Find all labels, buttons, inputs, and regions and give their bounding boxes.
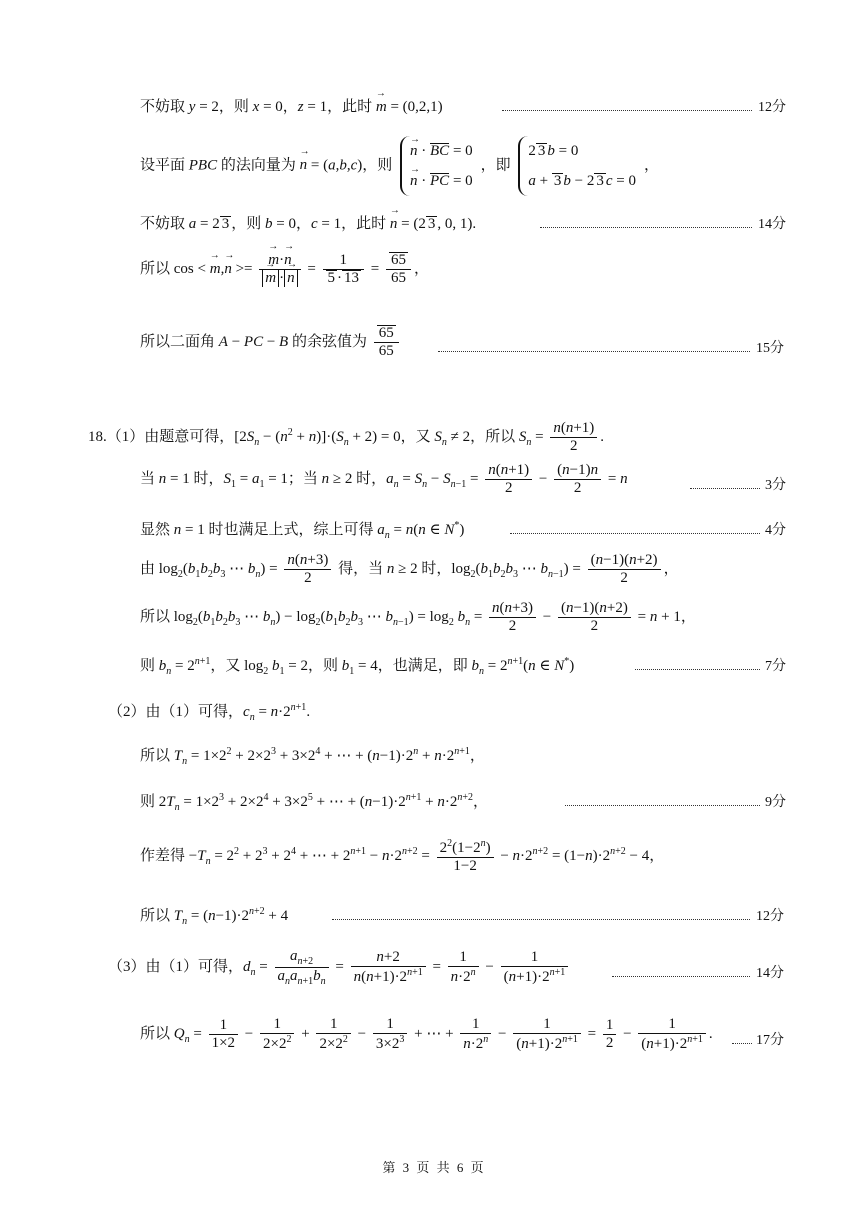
line-1: 不妨取 y = 2，则 x = 0，z = 1，此时 → m = (0,2,1): [140, 95, 443, 116]
q18-line-2: 当 n = 1 时，$S_1 = a_1 = 1$；当 n ≥ 2 时，$a_n = S_n - S_{n-1}$ = $\frac{n(n+1)}{2}$ − $\frac{(n-1)n}{2}$ = n: [140, 462, 628, 496]
dots-q18-p3-1: [612, 976, 750, 977]
q18-line-4: 由 $\log_2(b_1b_2b_3$ ⋯ $b_n$) = $\frac{n(n+3)}{2}$ 得，当 n ≥ 2 时，$\log_2(b_1b_2b_3$ ⋯ $b_{n-1}$) = $\frac{(n-1)(n+2)}{2}$ ，: [140, 552, 679, 586]
q18-part2-label: （2）: [108, 704, 146, 720]
q18-part2-line-5: 所以 $T_n = (n-1)\cdot 2^{n+2} + 4$: [140, 906, 289, 927]
line-4: 所以 cos < → m,→ n >= → m·→ n → m ·→ n = $\frac{1}{5 \cdot 13}$ = $\frac{65}{65}$ ，: [140, 252, 429, 287]
q18-part2-line-3: 则 $2T_n = 1\times 2^3 + 2\times 2^4 + 3\times 2^5$ + ⋯ + $(n-1)\cdot 2^{n+1} + n\cdot 2^{n+2}$，: [140, 792, 489, 813]
q18-part3-line-1: （3）由（1）可得，$d_n$ = $\frac{a_{n+2}}{a_na_{n+1}b_n}$ = $\frac{n+2}{n(n+1)\cdot 2^{n+1}}$ = $\frac{1}{n\cdot 2^n}$ − $\frac{1}{(n+1)\cdot 2^{n+1}}$: [108, 948, 571, 987]
score-14b: 14分: [756, 966, 784, 981]
dots-q18-p2-3: [565, 805, 760, 806]
q18-part2-line-4: 作差得 $-T_n = 2^2 + 2^3 + 2^4$ + ⋯ + $2^{n+1} - n\cdot 2^{n+2}$ = $\frac{2^2(1-2^n)}{1-2}$ − $n\cdot 2^{n+2} = (1-n)\cdot 2^{n+2} - 4$，: [140, 838, 665, 874]
score-14a: 14分: [758, 217, 786, 232]
dots-q18-p3-2: [732, 1043, 752, 1044]
q18-line-3: 显然 n = 1 时也满足上式，综上可得 $a_n = n(n$ ∈ N*): [140, 520, 465, 541]
page-footer: 第 3 页 共 6 页: [382, 1160, 486, 1175]
q18-part3-line-2: 所以 $Q_n$ = $\frac{1}{1\times 2}$ − $\frac{1}{2\times 2^2}$ + $\frac{1}{2\times 2^2}$ − $\frac{1}{3\times 2^3}$ + ⋯ + $\frac{1}{n\cdot 2^n}$ − $\frac{1}{(n+1)\cdot 2^{n+1}}$ = $\frac{1}{2}$ − $\frac{1}{(n+1)\cdot 2^{n+1}}$ .: [140, 1016, 713, 1052]
score-3: 3分: [765, 478, 786, 493]
q18-part2-line-1: （2）由（1）可得，$c_n = n\cdot 2^{n+1}$.: [108, 702, 311, 723]
line-3: 不妨取 a = 2 3 ，则 b = 0，c = 1，此时 → n = (2 3 , 0, 1).: [140, 212, 476, 233]
dots-q18-3: [510, 533, 760, 534]
q18-part3-label: （3）: [108, 958, 146, 975]
line-5: 所以二面角 A − PC − B 的余弦值为 $\frac{65}{65}$: [140, 325, 402, 360]
score-15: 15分: [756, 341, 784, 356]
dots-q18-p2-5: [332, 919, 750, 920]
dots-5: [438, 351, 750, 352]
score-17: 17分: [756, 1033, 784, 1048]
dots-q18-2: [690, 488, 760, 489]
q18-part2-line-2: 所以 $T_n = 1\times 2^2 + 2\times 2^3 + 3\times 2^4$ + ⋯ + $(n-1)\cdot 2^n + n\cdot 2^{n+1}$，: [140, 746, 485, 767]
score-4: 4分: [765, 523, 786, 538]
q18-part1-label: （1）: [106, 428, 145, 445]
score-12a: 12分: [758, 100, 786, 115]
dots-3: [540, 227, 752, 228]
score-7: 7分: [765, 659, 786, 674]
dots-q18-6: [635, 669, 760, 670]
q18-line-6: 则 $b_n = 2^{n+1}$，又 $\log_2 b_1 = 2$，则 $b_1 = 4$，也满足，即 $b_n = 2^{n+1}(n$ ∈ N*): [140, 656, 575, 677]
q18-number: 18.: [88, 428, 107, 445]
dots-1: [502, 110, 752, 111]
score-12b: 12分: [756, 909, 784, 924]
score-9: 9分: [765, 795, 786, 810]
line-2: 设平面 PBC 的法向量为 → n = (a,b,c)，则 → n · BC = 0 → n · PC = 0 ，即 2 3 b = 0 a + 3 b − 2 3 c = 0 ，: [140, 136, 659, 196]
q18-line-5: 所以 $\log_2(b_1b_2b_3$ ⋯ $b_n) - \log_2(b_1b_2b_3$ ⋯ $b_{n-1}) = \log_2 b_n$ = $\frac{n(n+3)}{2}$ − $\frac{(n-1)(n+2)}{2}$ = n + 1，: [140, 600, 696, 634]
q18-line-1: 18.（1）由题意可得，$[2S_n - (n^2 + n)]\cdot(S_n + 2) = 0$，又 $S_n \ne 2$，所以 $S_n$ = $\frac{n(n+1)}{2}$ .: [88, 420, 605, 454]
